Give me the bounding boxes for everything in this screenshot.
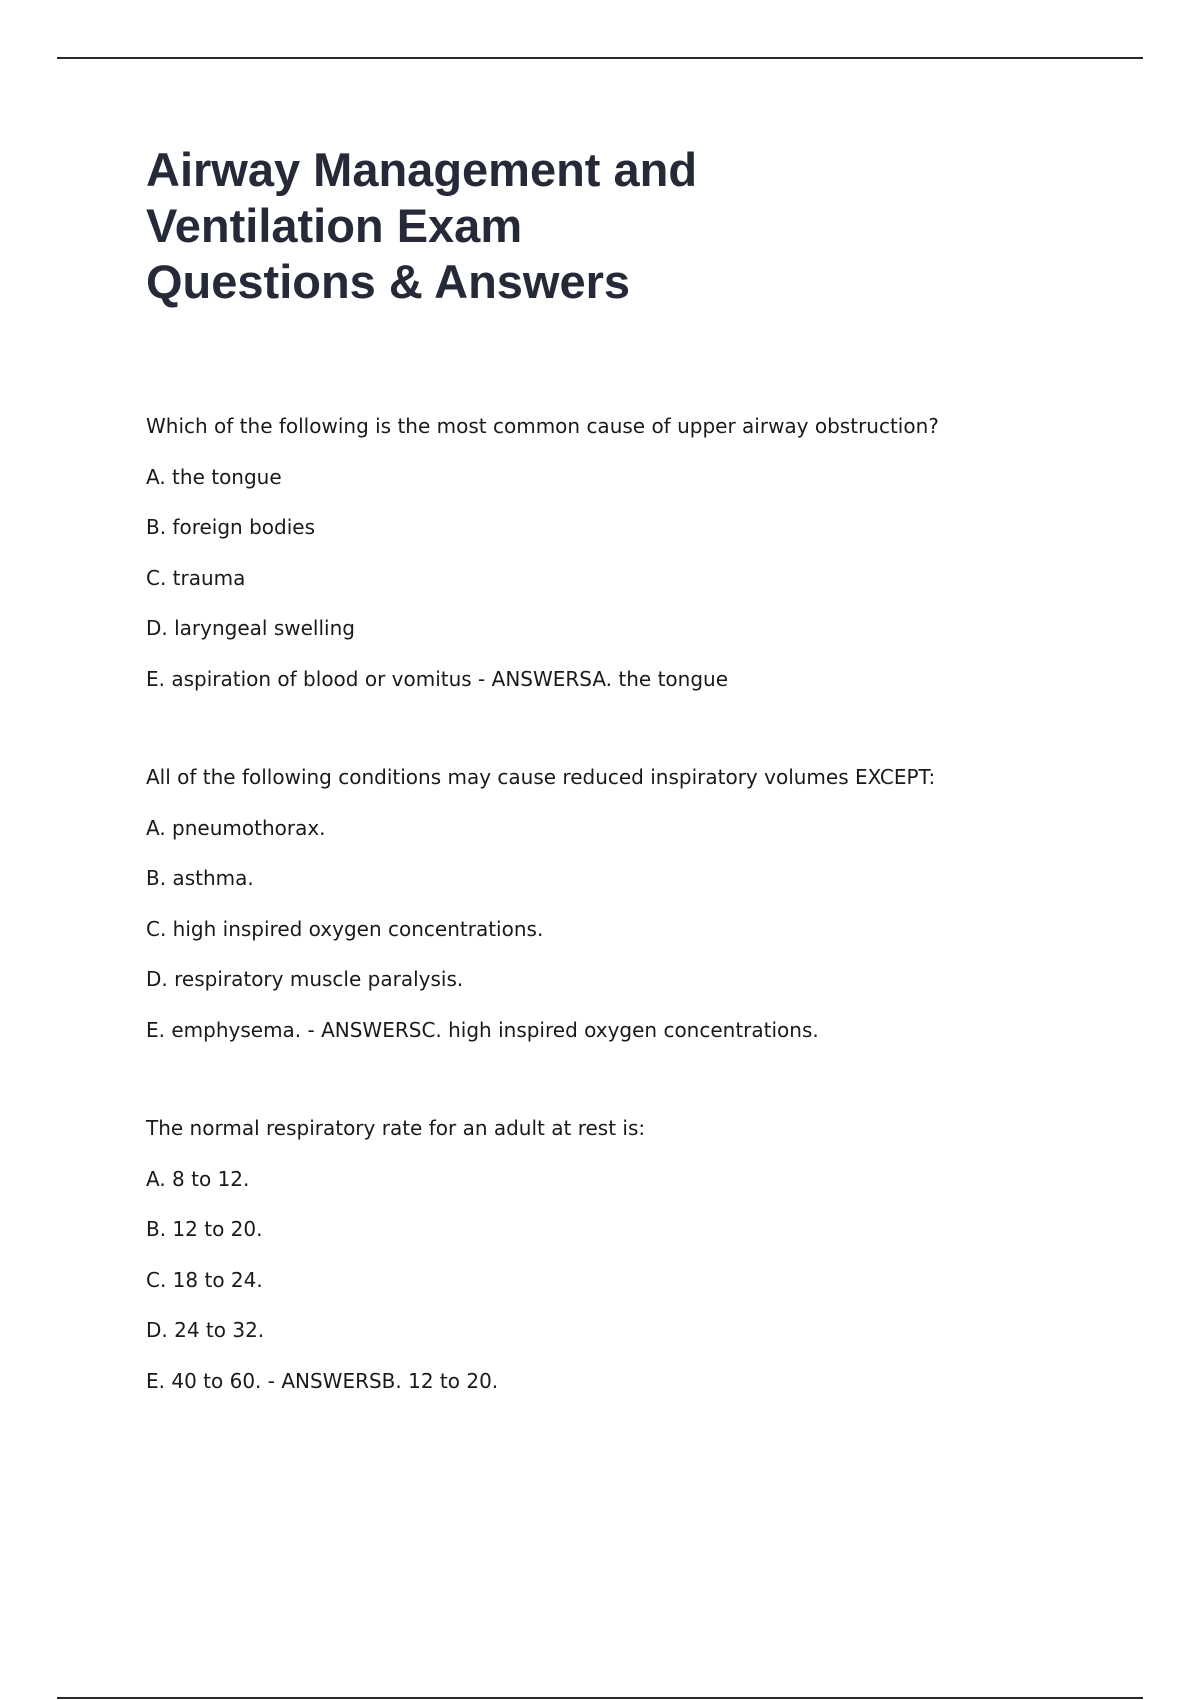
option-b: B. 12 to 20. — [146, 1217, 263, 1241]
title-line: Questions & Answers — [146, 255, 631, 308]
question-text: All of the following conditions may cause reduced inspiratory volumes EXCEPT: — [146, 765, 936, 789]
option-d: D. laryngeal swelling — [146, 616, 355, 640]
question-block-1 — [146, 414, 1146, 717]
question-block-2 — [146, 765, 1146, 1068]
option-b: B. foreign bodies — [146, 515, 315, 539]
option-c: C. high inspired oxygen concentrations. — [146, 916, 544, 941]
option-a: A. pneumothorax. — [146, 815, 326, 840]
option-e-with-answer: E. 40 to 60. - ANSWERSB. 12 to 20. — [146, 1368, 499, 1393]
option-a: A. 8 to 12. — [146, 1166, 250, 1191]
option-e-with-answer: E. aspiration of blood or vomitus - ANSWERSA. the tongue — [146, 666, 729, 691]
option-d: D. respiratory muscle paralysis. — [146, 967, 464, 991]
footer-rule — [57, 1697, 1143, 1699]
option-b: B. asthma. — [146, 866, 254, 890]
document-title — [146, 142, 846, 310]
header-rule — [57, 57, 1143, 59]
title-line: Ventilation Exam — [146, 199, 523, 252]
question-block-3 — [146, 1116, 1146, 1419]
title-line: Airway Management and — [146, 143, 698, 196]
option-d: D. 24 to 32. — [146, 1318, 265, 1342]
option-a: A. the tongue — [146, 464, 282, 489]
question-text: Which of the following is the most common cause of upper airway obstruction? — [146, 414, 939, 438]
option-c: C. trauma — [146, 565, 246, 590]
question-text: The normal respiratory rate for an adult at rest is: — [146, 1116, 646, 1140]
option-e-with-answer: E. emphysema. - ANSWERSC. high inspired oxygen concentrations. — [146, 1017, 819, 1042]
option-c: C. 18 to 24. — [146, 1267, 263, 1292]
